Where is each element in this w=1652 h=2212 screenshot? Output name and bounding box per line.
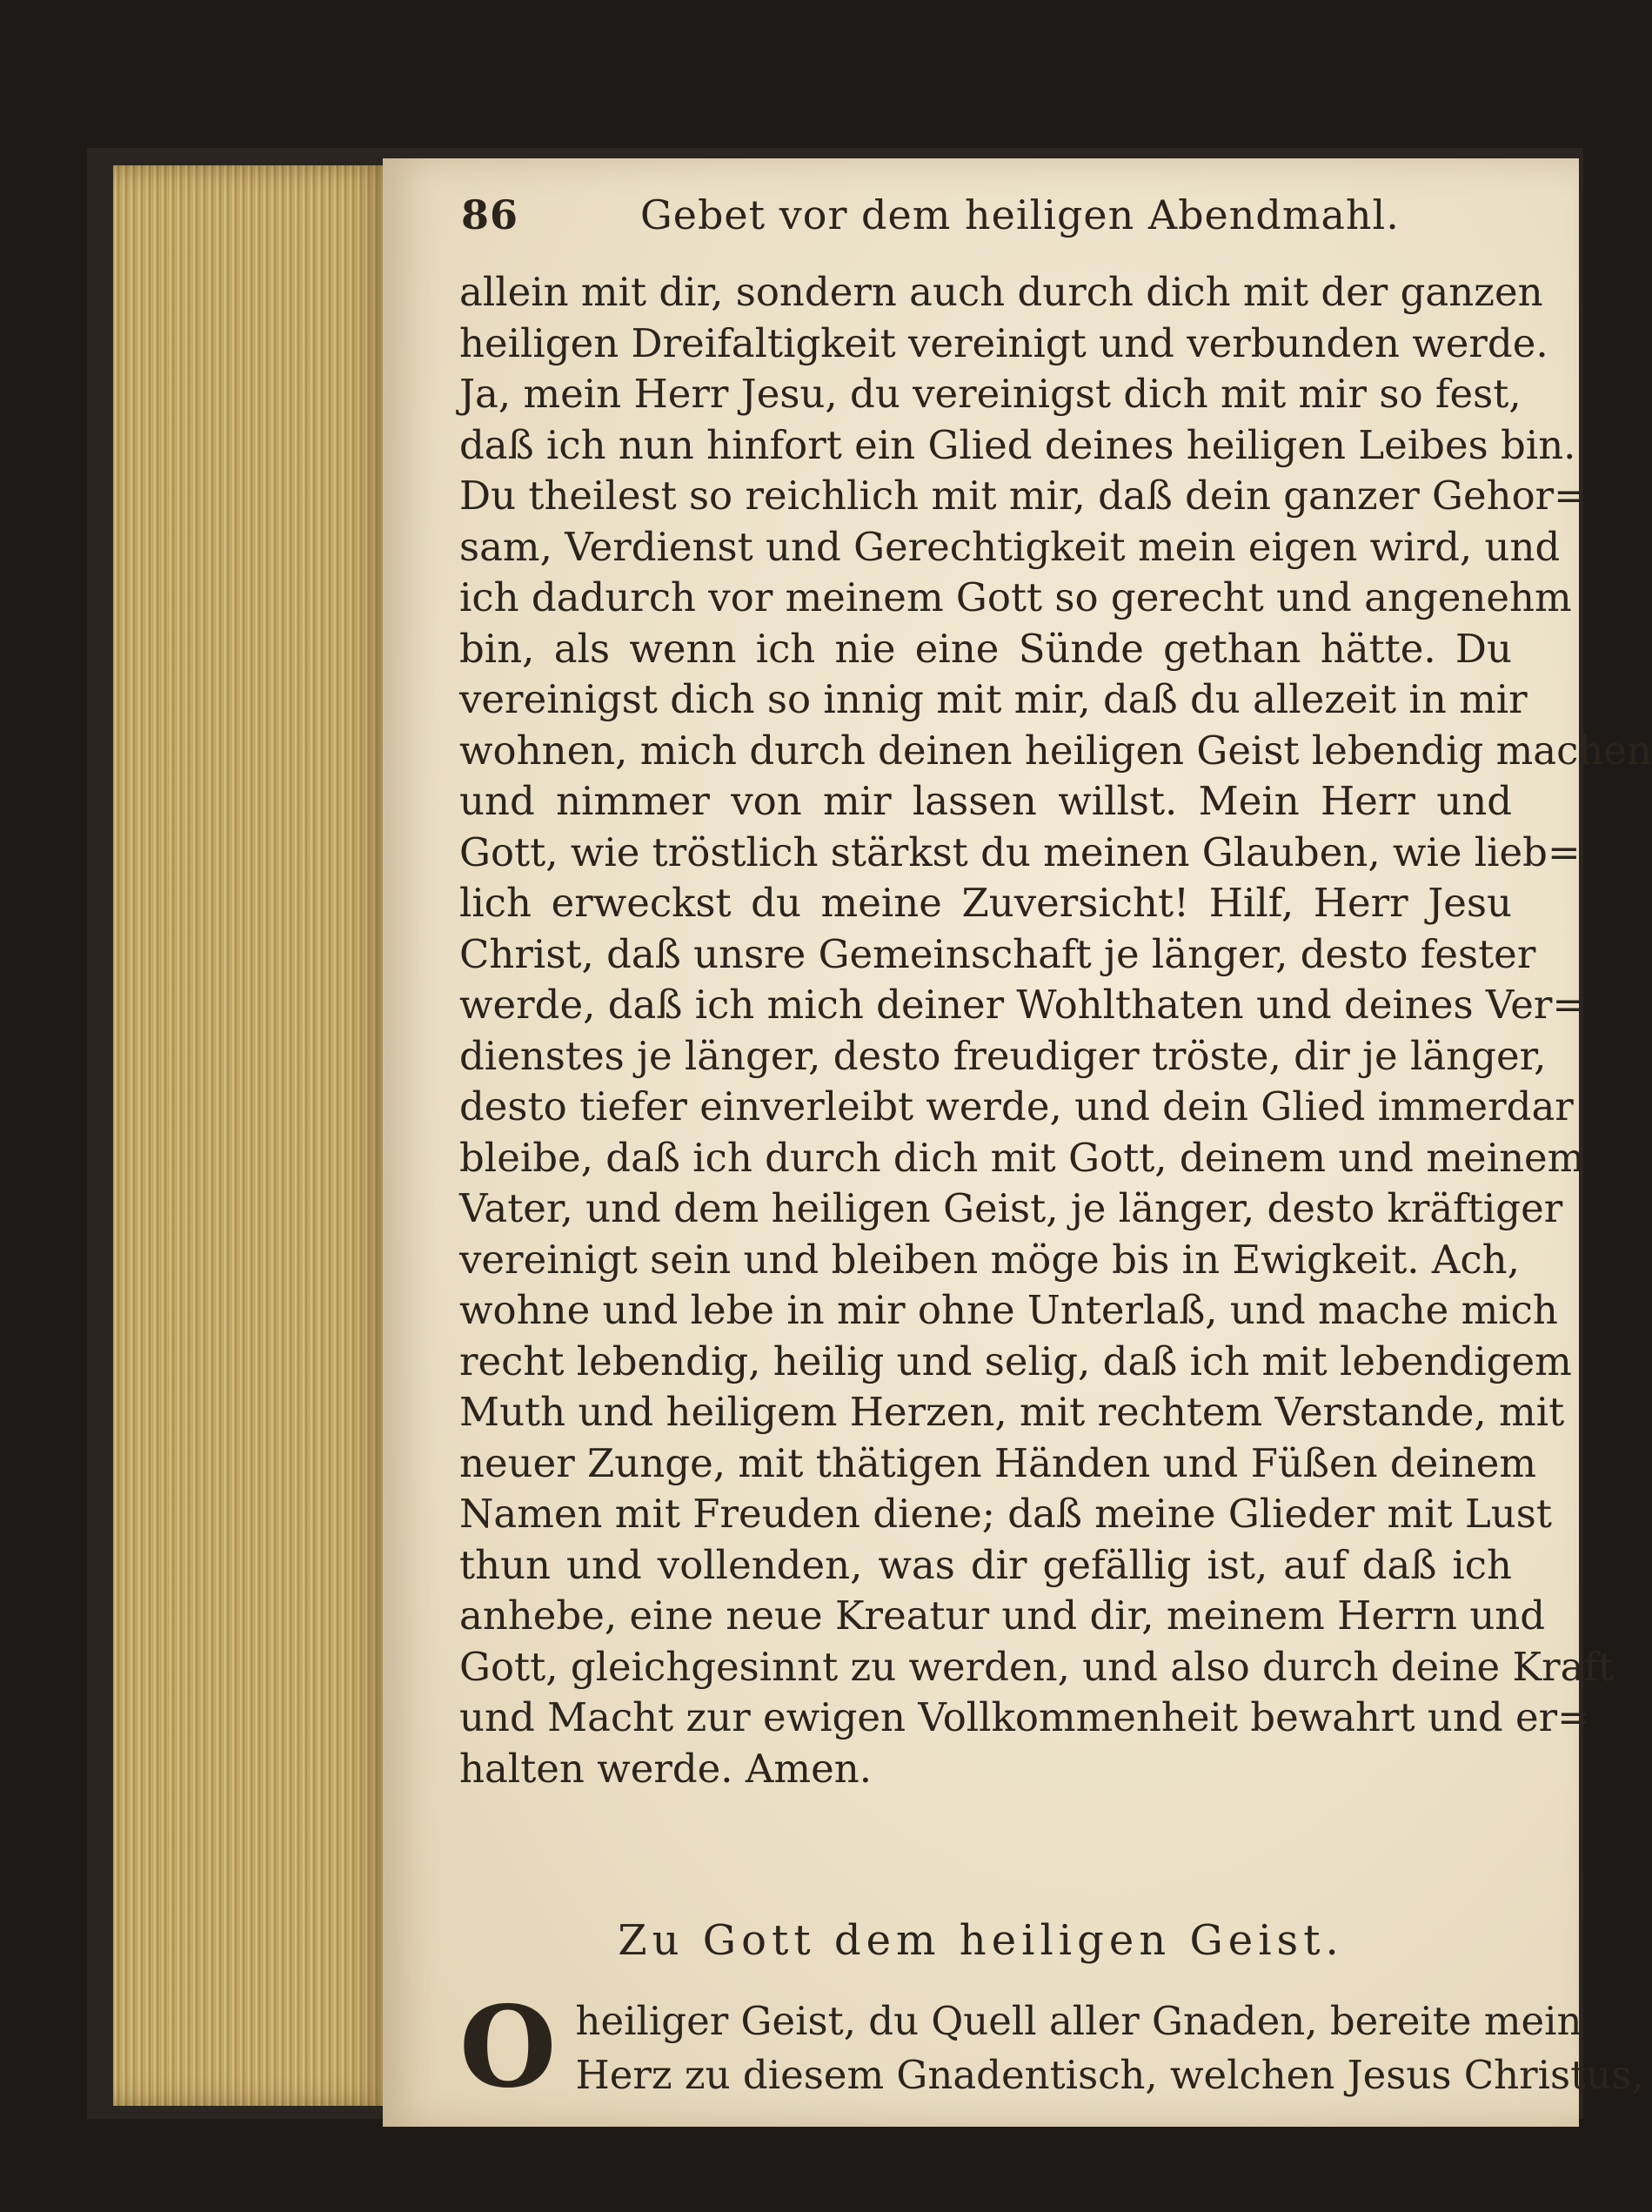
page-number: 86 bbox=[461, 191, 519, 238]
text-line: und nimmer von mir lassen willst. Mein Herr und bbox=[459, 778, 1512, 824]
text-line: sam, Verdienst und Gerechtigkeit mein eigen wird, und bbox=[459, 523, 1561, 570]
text-line: halten werde. Amen. bbox=[459, 1745, 872, 1792]
text-line: Vater, und dem heiligen Geist, je länger, desto kräftiger bbox=[459, 1185, 1563, 1231]
text-line: Namen mit Freuden diene; daß meine Glieder mit Lust bbox=[459, 1491, 1552, 1537]
section-text-line: heiliger Geist, du Quell aller Gnaden, bereite mein bbox=[575, 1998, 1582, 2044]
text-line: Gott, wie tröstlich stärkst du meinen Glauben, wie lieb= bbox=[459, 828, 1581, 875]
text-line: lich erweckst du meine Zuversicht! Hilf, Herr Jesu bbox=[459, 880, 1512, 926]
text-line: Du theilest so reichlich mit mir, daß dein ganzer Gehor= bbox=[459, 473, 1587, 519]
text-line: ich dadurch vor meinem Gott so gerecht und angenehm bbox=[459, 574, 1572, 620]
text-line: werde, daß ich mich deiner Wohlthaten und deines Ver= bbox=[459, 982, 1586, 1028]
section-heading: Zu Gott dem heiligen Geist. bbox=[618, 1916, 1344, 1965]
text-line: heiligen Dreifaltigkeit vereinigt und verbunden werde. bbox=[459, 319, 1548, 366]
text-line: thun und vollenden, was dir gefällig ist, auf daß ich bbox=[459, 1541, 1512, 1588]
text-line: recht lebendig, heilig und selig, daß ich mit lebendigem bbox=[459, 1337, 1572, 1384]
text-line: wohne und lebe in mir ohne Unterlaß, und mache mich bbox=[459, 1287, 1558, 1333]
text-line: neuer Zunge, mit thätigen Händen und Füßen deinem bbox=[459, 1439, 1537, 1486]
text-line: daß ich nun hinfort ein Glied deines heiligen Leibes bin. bbox=[459, 421, 1576, 468]
section-body-text bbox=[459, 1982, 1644, 2113]
text-line: desto tiefer einverleibt werde, und dein Glied immerdar bbox=[459, 1083, 1574, 1129]
text-line: vereinigst dich so innig mit mir, daß du allezeit in mir bbox=[459, 676, 1528, 722]
text-line: wohnen, mich durch deinen heiligen Geist lebendig machen bbox=[459, 727, 1652, 774]
text-line: allein mit dir, sondern auch durch dich mit der ganzen bbox=[459, 269, 1543, 315]
drop-cap: O bbox=[459, 1982, 557, 2113]
text-line: bin, als wenn ich nie eine Sünde gethan hätte. Du bbox=[459, 625, 1512, 672]
section-text-line: Herz zu diesem Gnadentisch, welchen Jesus Christus, bbox=[575, 2052, 1644, 2098]
text-line: Muth und heiligem Herzen, mit rechtem Verstande, mit bbox=[459, 1389, 1565, 1435]
text-line: vereinigt sein und bleiben möge bis in Ewigkeit. Ach, bbox=[459, 1236, 1520, 1283]
text-line: anhebe, eine neue Kreatur und dir, meinem Herrn und bbox=[459, 1592, 1546, 1639]
book-page bbox=[383, 158, 1652, 2127]
prayer-body-text bbox=[459, 267, 1652, 1794]
text-line: Ja, mein Herr Jesu, du vereinigst dich mit mir so fest, bbox=[459, 371, 1522, 417]
running-head bbox=[461, 191, 1488, 238]
text-line: dienstes je länger, desto freudiger tröste, dir je länger, bbox=[459, 1032, 1547, 1079]
page-block-edge bbox=[113, 165, 391, 2106]
text-line: Christ, daß unsre Gemeinschaft je länger, desto fester bbox=[459, 930, 1536, 977]
text-line: Gott, gleichgesinnt zu werden, und also durch deine Kraft bbox=[459, 1643, 1615, 1690]
text-line: und Macht zur ewigen Vollkommenheit bewahrt und er= bbox=[459, 1694, 1590, 1740]
text-line: bleibe, daß ich durch dich mit Gott, deinem und meinem bbox=[459, 1134, 1585, 1181]
running-title: Gebet vor dem heiligen Abendmahl. bbox=[640, 191, 1400, 238]
